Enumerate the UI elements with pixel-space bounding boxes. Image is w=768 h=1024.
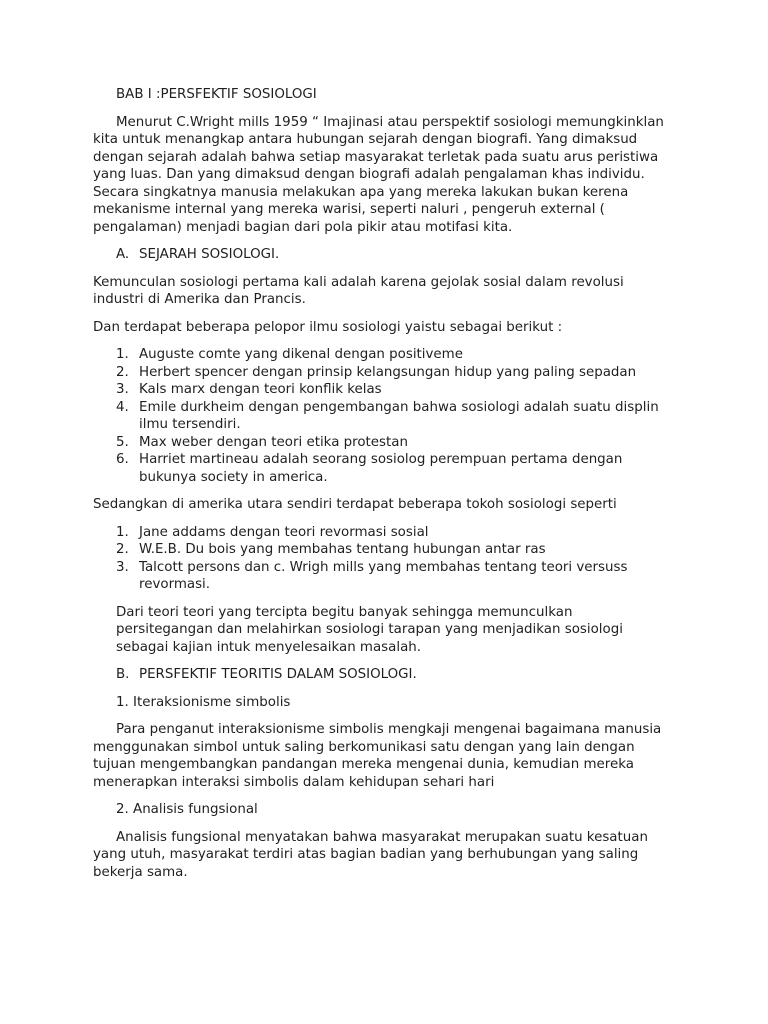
list-text: Herbert spencer dengan prinsip kelangsungan hidup yang paling sepadan [139,364,637,380]
subheading-1: 1. Iteraksionisme simbolis [116,694,291,710]
list-text: Talcott persons dan c. Wrigh mills yang membahas tentang teori versuss revormasi. [139,559,628,592]
list-number: 3. [116,559,129,575]
section-b-title: PERSFEKTIF TEORITIS DALAM SOSIOLOGI. [139,667,417,682]
list-text: Max weber dengan teori etika protestan [139,434,408,450]
paragraph-a2: Dan terdapat beberapa pelopor ilmu sosiologi yaistu sebagai berikut : [93,319,563,335]
paragraph-a4: Dari teori teori yang tercipta begitu banyak sehingga memunculkan persitegangan dan melahirkan sosiologi tarapan yang menjadikan sosiologi sebagai kajian intuk menyelesaikan masalah. [116,604,623,655]
list-number: 5. [116,434,129,450]
chapter-title: BAB I :PERSFEKTIF SOSIOLOGI [116,87,317,102]
list-item [93,381,673,399]
list-number: 6. [116,452,129,467]
paragraph-b1: Para penganut interaksionisme simbolis mengkaji mengenai bagaimana manusia menggunakan simbol untuk saling berkomunikasi satu dengan yang lain dengan tujuan mengembangkan pandangan mereka mengenai dunia, kemudian mereka menerapkan interaksi simbolis dalam kehidupan sehari hari [93,722,662,790]
list-text: W.E.B. Du bois yang membahas tentang hubungan antar ras [139,542,546,557]
list-item [93,346,673,364]
document-page [93,86,673,891]
list-item [93,559,673,594]
american-figures-list [93,524,673,594]
list-item [93,524,673,542]
section-a-letter: A. [116,247,130,262]
list-number: 3. [116,382,129,397]
paragraph-a1: Kemunculan sosiologi pertama kali adalah karena gejolak sosial dalam revolusi industri di Amerika dan Prancis. [93,274,624,307]
list-item [93,364,673,382]
list-text: Auguste comte yang dikenal dengan positiveme [139,347,463,362]
list-text: Kals marx dengan teori konflik kelas [139,382,382,397]
section-a-title: SEJARAH SOSIOLOGI. [139,247,280,262]
list-number: 4. [116,399,129,415]
list-item [93,434,673,452]
list-number: 1. [116,524,129,540]
list-number: 2. [116,364,129,380]
paragraph-a3: Sedangkan di amerika utara sendiri terdapat beberapa tokoh sosiologi seperti [93,497,617,512]
list-number: 2. [116,542,129,557]
section-b-heading [93,666,673,684]
subheading-2: 2. Analisis fungsional [116,802,258,817]
intro-paragraph: Menurut C.Wright mills 1959 “ Imajinasi atau perspektif sosiologi memungkinklan kita untuk menangkap antara hubungan sejarah dengan biografi. Yang dimaksud dengan sejarah adalah bahwa setiap masyarakat terletak pada suatu arus peristiwa yang luas. Dan yang dimaksud dengan biografi adalah pengalaman khas individu. Secara singkatnya manusia melakukan apa yang mereka lakukan bukan kerena mekanisme internal yang mereka warisi, seperti naluri , pengeruh external ( pengalaman) menjadi bagian dari pola pikir atau motifasi kita. [93,114,664,235]
paragraph-b2: Analisis fungsional menyatakan bahwa masyarakat merupakan suatu kesatuan yang utuh, masyarakat terdiri atas bagian badian yang berhubungan yang saling bekerja sama. [93,829,648,880]
list-text: Emile durkheim dengan pengembangan bahwa sosiologi adalah suatu displin ilmu tersendiri. [139,399,659,432]
list-item [93,451,673,486]
list-item [93,399,673,434]
list-item [93,541,673,559]
section-b-letter: B. [116,667,130,682]
list-text: Jane addams dengan teori revormasi sosial [139,524,429,540]
list-number: 1. [116,347,129,362]
section-a-heading [93,246,673,264]
pioneers-list [93,346,673,486]
list-text: Harriet martineau adalah seorang sosiolog perempuan pertama dengan bukunya society in america. [139,452,623,485]
